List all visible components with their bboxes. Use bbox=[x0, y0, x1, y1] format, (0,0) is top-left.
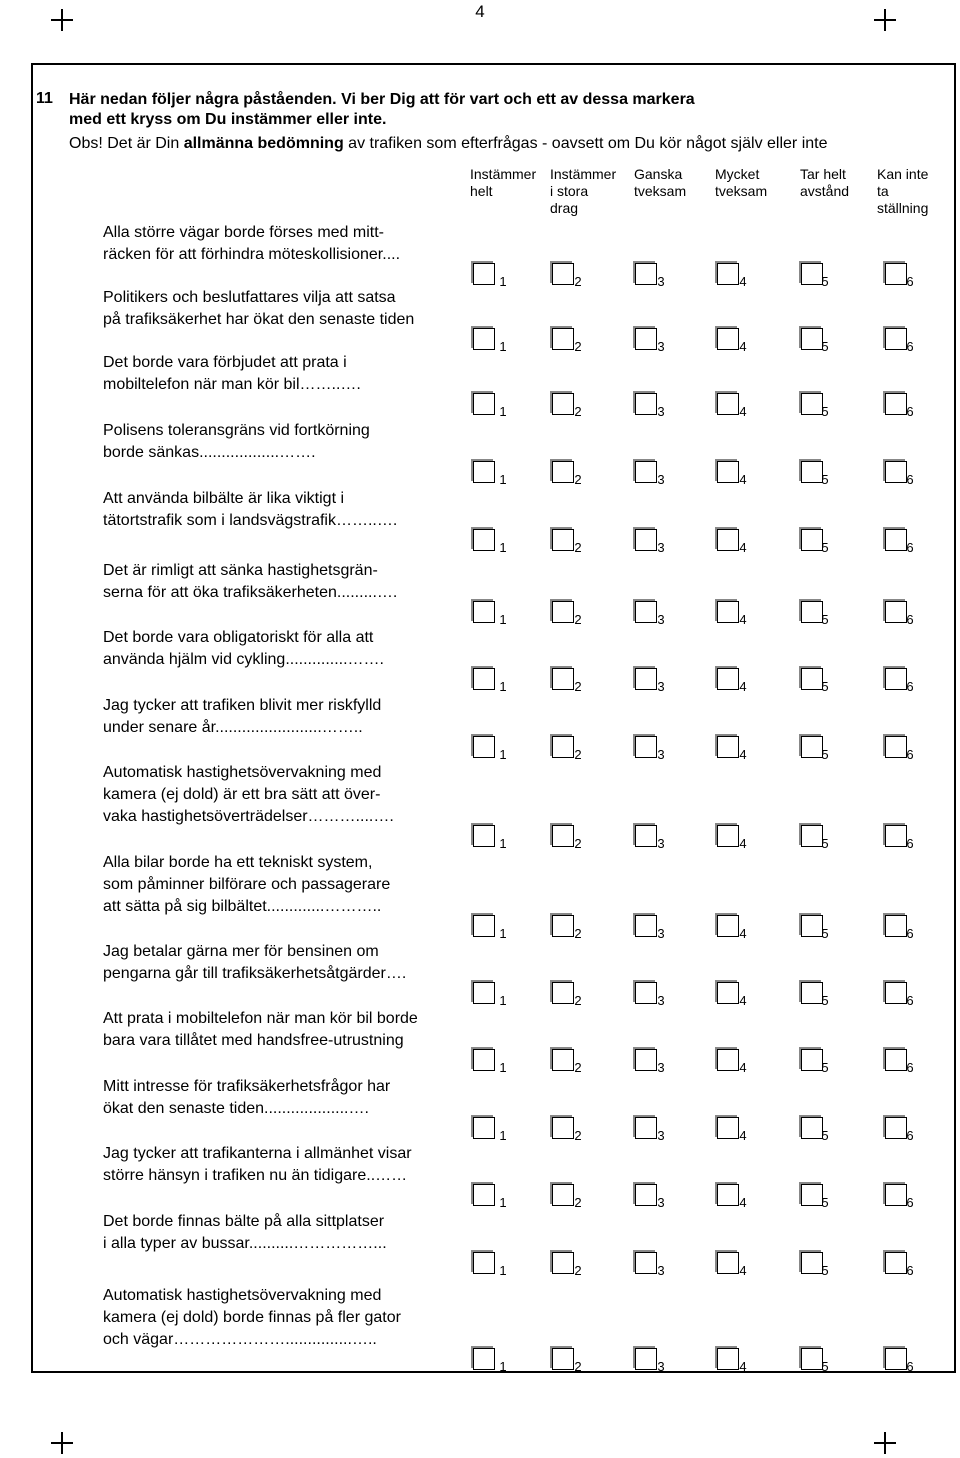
option-number: 2 bbox=[574, 612, 582, 627]
checkbox-statement-2-option-3[interactable] bbox=[635, 328, 657, 350]
option-number: 3 bbox=[657, 404, 665, 419]
statement-line: Jag betalar gärna mer för bensinen om bbox=[103, 943, 379, 960]
checkbox-statement-8-option-3[interactable] bbox=[635, 736, 657, 758]
statement-13 bbox=[103, 1076, 471, 1120]
statement-line: i alla typer av bussar..........……………... bbox=[103, 1235, 387, 1252]
statement-line: Att använda bilbälte är lika viktigt i bbox=[103, 490, 345, 507]
option-number: 4 bbox=[739, 339, 747, 354]
option-number: 3 bbox=[657, 1060, 665, 1075]
option-number: 6 bbox=[906, 1128, 914, 1143]
checkbox-statement-6-option-3[interactable] bbox=[635, 601, 657, 623]
option-number: 5 bbox=[821, 747, 829, 762]
checkbox-statement-3-option-3[interactable] bbox=[635, 393, 657, 415]
checkbox-statement-5-option-1[interactable] bbox=[473, 529, 495, 551]
intro-line-3-prefix: Obs! Det är Din bbox=[69, 135, 184, 152]
checkbox-statement-1-option-2[interactable] bbox=[552, 263, 574, 285]
option-number: 6 bbox=[906, 1060, 914, 1075]
statement-line: Det är rimligt att sänka hastighetsgrän- bbox=[103, 562, 378, 579]
option-number: 5 bbox=[821, 274, 829, 289]
intro-line-3-suffix: av trafiken som efterfrågas - oavsett om Du kör något själv eller inte bbox=[343, 135, 828, 152]
option-number: 4 bbox=[739, 1195, 747, 1210]
option-number: 2 bbox=[574, 339, 582, 354]
checkbox-statement-14-option-2[interactable] bbox=[552, 1184, 574, 1206]
checkbox-statement-15-option-4[interactable] bbox=[717, 1252, 739, 1274]
option-number: 2 bbox=[574, 836, 582, 851]
statement-line: Politikers och beslutfattares vilja att satsa bbox=[103, 289, 396, 306]
checkbox-statement-7-option-2[interactable] bbox=[552, 668, 574, 690]
statement-7 bbox=[103, 627, 471, 671]
option-number: 4 bbox=[739, 1060, 747, 1075]
statement-15 bbox=[103, 1211, 471, 1255]
statement-line: ökat den senaste tiden...................…. bbox=[103, 1100, 369, 1117]
option-number: 6 bbox=[906, 1359, 914, 1374]
option-number: 1 bbox=[499, 679, 507, 694]
checkbox-statement-16-option-2[interactable] bbox=[552, 1348, 574, 1370]
statement-2 bbox=[103, 287, 471, 331]
option-number: 6 bbox=[906, 540, 914, 555]
checkbox-statement-6-option-4[interactable] bbox=[717, 601, 739, 623]
checkbox-statement-16-option-3[interactable] bbox=[635, 1348, 657, 1370]
statement-3 bbox=[103, 352, 471, 396]
scale-header-2 bbox=[550, 166, 616, 217]
checkbox-statement-14-option-4[interactable] bbox=[717, 1184, 739, 1206]
statement-11 bbox=[103, 941, 471, 985]
checkbox-statement-3-option-1[interactable] bbox=[473, 393, 495, 415]
checkbox-statement-6-option-1[interactable] bbox=[473, 601, 495, 623]
statement-6 bbox=[103, 560, 471, 604]
option-number: 1 bbox=[499, 274, 507, 289]
option-number: 4 bbox=[739, 926, 747, 941]
scale-header-5 bbox=[800, 166, 849, 200]
checkbox-statement-7-option-1[interactable] bbox=[473, 668, 495, 690]
option-number: 6 bbox=[906, 926, 914, 941]
scale-header-3 bbox=[634, 166, 686, 200]
option-number: 1 bbox=[499, 1359, 507, 1374]
scale-header-line: ta bbox=[877, 183, 889, 199]
option-number: 3 bbox=[657, 679, 665, 694]
checkbox-statement-1-option-4[interactable] bbox=[717, 263, 739, 285]
checkbox-statement-2-option-4[interactable] bbox=[717, 328, 739, 350]
option-number: 5 bbox=[821, 472, 829, 487]
option-number: 1 bbox=[499, 1128, 507, 1143]
checkbox-statement-8-option-1[interactable] bbox=[473, 736, 495, 758]
statement-line: som påminner bilförare och passagerare bbox=[103, 876, 391, 893]
statement-1 bbox=[103, 222, 471, 266]
statement-line: bara vara tillåtet med handsfree-utrustning bbox=[103, 1032, 404, 1049]
statement-line: Jag tycker att trafiken blivit mer riskfylld bbox=[103, 697, 382, 714]
option-number: 3 bbox=[657, 926, 665, 941]
registration-mark-bottom-left bbox=[51, 1432, 73, 1454]
checkbox-statement-4-option-2[interactable] bbox=[552, 461, 574, 483]
statement-line: serna för att öka trafiksäkerheten.........…. bbox=[103, 584, 398, 601]
option-number: 2 bbox=[574, 679, 582, 694]
option-number: 4 bbox=[739, 1359, 747, 1374]
option-number: 5 bbox=[821, 339, 829, 354]
option-number: 1 bbox=[499, 993, 507, 1008]
option-number: 4 bbox=[739, 1128, 747, 1143]
statement-line: Det borde finnas bälte på alla sittplatser bbox=[103, 1213, 385, 1230]
statement-line: att sätta på sig bilbältet.............……….. bbox=[103, 898, 382, 915]
option-number: 3 bbox=[657, 472, 665, 487]
checkbox-statement-11-option-2[interactable] bbox=[552, 982, 574, 1004]
checkbox-statement-12-option-3[interactable] bbox=[635, 1049, 657, 1071]
checkbox-statement-9-option-4[interactable] bbox=[717, 825, 739, 847]
statement-line: Det borde vara förbjudet att prata i bbox=[103, 354, 347, 371]
scale-header-line: Ganska bbox=[634, 166, 683, 182]
option-number: 5 bbox=[821, 1128, 829, 1143]
scale-header-line: Kan inte bbox=[877, 166, 929, 182]
checkbox-statement-11-option-3[interactable] bbox=[635, 982, 657, 1004]
statement-line: Jag tycker att trafikanterna i allmänhet visar bbox=[103, 1145, 412, 1162]
option-number: 6 bbox=[906, 679, 914, 694]
checkbox-statement-16-option-1[interactable] bbox=[473, 1348, 495, 1370]
statement-line: räcken för att förhindra möteskollisioner.... bbox=[103, 246, 401, 263]
registration-mark-bottom-right bbox=[874, 1432, 896, 1454]
option-number: 6 bbox=[906, 274, 914, 289]
option-number: 4 bbox=[739, 274, 747, 289]
option-number: 1 bbox=[499, 612, 507, 627]
checkbox-statement-6-option-2[interactable] bbox=[552, 601, 574, 623]
scale-header-line: Instämmer bbox=[470, 166, 537, 182]
option-number: 1 bbox=[499, 1263, 507, 1278]
scale-header-line: tveksam bbox=[634, 183, 687, 199]
checkbox-statement-9-option-3[interactable] bbox=[635, 825, 657, 847]
checkbox-statement-11-option-1[interactable] bbox=[473, 982, 495, 1004]
statement-line: kamera (ej dold) borde finnas på fler gator bbox=[103, 1309, 401, 1326]
option-number: 3 bbox=[657, 1359, 665, 1374]
checkbox-statement-11-option-4[interactable] bbox=[717, 982, 739, 1004]
option-number: 1 bbox=[499, 339, 507, 354]
option-number: 5 bbox=[821, 679, 829, 694]
checkbox-statement-1-option-1[interactable] bbox=[473, 263, 495, 285]
checkbox-statement-10-option-4[interactable] bbox=[717, 915, 739, 937]
checkbox-statement-2-option-1[interactable] bbox=[473, 328, 495, 350]
statement-line: pengarna går till trafiksäkerhetsåtgärder…. bbox=[103, 965, 407, 982]
statement-5 bbox=[103, 488, 471, 532]
option-number: 4 bbox=[739, 993, 747, 1008]
option-number: 4 bbox=[739, 404, 747, 419]
checkbox-statement-12-option-4[interactable] bbox=[717, 1049, 739, 1071]
option-number: 2 bbox=[574, 1060, 582, 1075]
checkbox-statement-12-option-1[interactable] bbox=[473, 1049, 495, 1071]
checkbox-statement-2-option-2[interactable] bbox=[552, 328, 574, 350]
statement-line: Automatisk hastighetsövervakning med bbox=[103, 1287, 382, 1304]
checkbox-statement-13-option-4[interactable] bbox=[717, 1117, 739, 1139]
checkbox-statement-13-option-2[interactable] bbox=[552, 1117, 574, 1139]
statement-4 bbox=[103, 420, 471, 464]
option-number: 6 bbox=[906, 1263, 914, 1278]
statement-line: borde sänkas..................……. bbox=[103, 444, 316, 461]
checkbox-statement-4-option-3[interactable] bbox=[635, 461, 657, 483]
checkbox-statement-9-option-2[interactable] bbox=[552, 825, 574, 847]
option-number: 4 bbox=[739, 472, 747, 487]
statement-16 bbox=[103, 1285, 471, 1351]
question-number: 11 bbox=[36, 90, 53, 107]
option-number: 3 bbox=[657, 1128, 665, 1143]
registration-mark-top-right bbox=[874, 9, 896, 31]
checkbox-statement-10-option-1[interactable] bbox=[473, 915, 495, 937]
scale-header-line: drag bbox=[550, 200, 579, 216]
checkbox-statement-8-option-2[interactable] bbox=[552, 736, 574, 758]
option-number: 5 bbox=[821, 993, 829, 1008]
scale-header-line: helt bbox=[470, 183, 493, 199]
statement-14 bbox=[103, 1143, 471, 1187]
registration-mark-top-left bbox=[51, 9, 73, 31]
scale-header-line: Tar helt bbox=[800, 166, 846, 182]
option-number: 4 bbox=[739, 1263, 747, 1278]
option-number: 4 bbox=[739, 836, 747, 851]
statement-line: under senare år........................…….. bbox=[103, 719, 363, 736]
option-number: 5 bbox=[821, 1195, 829, 1210]
checkbox-statement-4-option-4[interactable] bbox=[717, 461, 739, 483]
statement-line: kamera (ej dold) är ett bra sätt att över- bbox=[103, 786, 381, 803]
checkbox-statement-9-option-1[interactable] bbox=[473, 825, 495, 847]
checkbox-statement-14-option-3[interactable] bbox=[635, 1184, 657, 1206]
statement-line: Mitt intresse för trafiksäkerhetsfrågor har bbox=[103, 1078, 391, 1095]
statement-line: Alla bilar borde ha ett tekniskt system, bbox=[103, 854, 373, 871]
checkbox-statement-5-option-3[interactable] bbox=[635, 529, 657, 551]
option-number: 3 bbox=[657, 612, 665, 627]
option-number: 5 bbox=[821, 404, 829, 419]
option-number: 2 bbox=[574, 1128, 582, 1143]
checkbox-statement-15-option-3[interactable] bbox=[635, 1252, 657, 1274]
option-number: 1 bbox=[499, 1195, 507, 1210]
option-number: 4 bbox=[739, 612, 747, 627]
checkbox-statement-7-option-3[interactable] bbox=[635, 668, 657, 690]
option-number: 1 bbox=[499, 747, 507, 762]
checkbox-statement-3-option-4[interactable] bbox=[717, 393, 739, 415]
option-number: 5 bbox=[821, 926, 829, 941]
checkbox-statement-5-option-4[interactable] bbox=[717, 529, 739, 551]
statement-line: vaka hastighetsöverträdelser………....…. bbox=[103, 808, 394, 825]
page-number: 4 bbox=[475, 2, 485, 21]
option-number: 6 bbox=[906, 612, 914, 627]
option-number: 2 bbox=[574, 1359, 582, 1374]
statement-line: Polisens toleransgräns vid fortkörning bbox=[103, 422, 370, 439]
statement-line: och vägar…………………...............….. bbox=[103, 1331, 377, 1348]
checkbox-statement-15-option-2[interactable] bbox=[552, 1252, 574, 1274]
checkbox-statement-12-option-2[interactable] bbox=[552, 1049, 574, 1071]
option-number: 2 bbox=[574, 472, 582, 487]
option-number: 4 bbox=[739, 540, 747, 555]
option-number: 6 bbox=[906, 339, 914, 354]
option-number: 5 bbox=[821, 1263, 829, 1278]
option-number: 2 bbox=[574, 1263, 582, 1278]
checkbox-statement-5-option-2[interactable] bbox=[552, 529, 574, 551]
option-number: 5 bbox=[821, 1060, 829, 1075]
option-number: 3 bbox=[657, 540, 665, 555]
option-number: 1 bbox=[499, 404, 507, 419]
statement-line: Alla större vägar borde förses med mitt- bbox=[103, 224, 384, 241]
option-number: 2 bbox=[574, 747, 582, 762]
option-number: 6 bbox=[906, 404, 914, 419]
statement-line: Att prata i mobiltelefon när man kör bil borde bbox=[103, 1010, 418, 1027]
statement-10 bbox=[103, 852, 471, 918]
scale-header-1 bbox=[470, 166, 536, 200]
scale-header-line: ställning bbox=[877, 200, 929, 216]
option-number: 3 bbox=[657, 747, 665, 762]
checkbox-statement-8-option-4[interactable] bbox=[717, 736, 739, 758]
intro-line-2: med ett kryss om Du instämmer eller inte. bbox=[69, 111, 387, 128]
option-number: 5 bbox=[821, 836, 829, 851]
checkbox-statement-3-option-2[interactable] bbox=[552, 393, 574, 415]
option-number: 2 bbox=[574, 1195, 582, 1210]
checkbox-statement-13-option-1[interactable] bbox=[473, 1117, 495, 1139]
checkbox-statement-7-option-4[interactable] bbox=[717, 668, 739, 690]
checkbox-statement-10-option-3[interactable] bbox=[635, 915, 657, 937]
option-number: 2 bbox=[574, 926, 582, 941]
scale-header-line: avstånd bbox=[800, 183, 850, 199]
option-number: 3 bbox=[657, 274, 665, 289]
statement-8 bbox=[103, 695, 471, 739]
statement-12 bbox=[103, 1008, 471, 1052]
option-number: 5 bbox=[821, 1359, 829, 1374]
statement-line: mobiltelefon när man kör bil……..…. bbox=[103, 376, 361, 393]
option-number: 1 bbox=[499, 540, 507, 555]
option-number: 1 bbox=[499, 926, 507, 941]
scale-header-line: i stora bbox=[550, 183, 589, 199]
option-number: 3 bbox=[657, 836, 665, 851]
option-number: 1 bbox=[499, 1060, 507, 1075]
scale-header-6 bbox=[877, 166, 928, 217]
scale-header-line: Instämmer bbox=[550, 166, 617, 182]
checkbox-statement-13-option-3[interactable] bbox=[635, 1117, 657, 1139]
option-number: 3 bbox=[657, 339, 665, 354]
option-number: 6 bbox=[906, 747, 914, 762]
option-number: 6 bbox=[906, 836, 914, 851]
statement-line: Det borde vara obligatoriskt för alla att bbox=[103, 629, 374, 646]
statement-line: tätortstrafik som i landsvägstrafik……..…. bbox=[103, 512, 398, 529]
checkbox-statement-15-option-1[interactable] bbox=[473, 1252, 495, 1274]
checkbox-statement-1-option-3[interactable] bbox=[635, 263, 657, 285]
statement-line: större hänsyn i trafiken nu än tidigare..…… bbox=[103, 1167, 408, 1184]
option-number: 1 bbox=[499, 836, 507, 851]
checkbox-statement-10-option-2[interactable] bbox=[552, 915, 574, 937]
intro-line-1: Här nedan följer några påståenden. Vi ber Dig att för vart och ett av dessa markera bbox=[69, 91, 695, 108]
option-number: 1 bbox=[499, 472, 507, 487]
option-number: 5 bbox=[821, 540, 829, 555]
option-number: 2 bbox=[574, 540, 582, 555]
statement-line: använda hjälm vid cykling..............……. bbox=[103, 651, 384, 668]
option-number: 6 bbox=[906, 993, 914, 1008]
statement-line: Automatisk hastighetsövervakning med bbox=[103, 764, 382, 781]
option-number: 5 bbox=[821, 612, 829, 627]
option-number: 6 bbox=[906, 472, 914, 487]
option-number: 3 bbox=[657, 1263, 665, 1278]
option-number: 3 bbox=[657, 1195, 665, 1210]
scale-header-4 bbox=[715, 166, 767, 200]
statement-line: på trafiksäkerhet har ökat den senaste tiden bbox=[103, 311, 415, 328]
option-number: 2 bbox=[574, 274, 582, 289]
option-number: 6 bbox=[906, 1195, 914, 1210]
option-number: 2 bbox=[574, 993, 582, 1008]
scale-header-line: Mycket bbox=[715, 166, 760, 182]
option-number: 4 bbox=[739, 747, 747, 762]
checkbox-statement-4-option-1[interactable] bbox=[473, 461, 495, 483]
intro-line-3-emphasis: allmänna bedömning bbox=[183, 135, 344, 152]
scale-header-line: tveksam bbox=[715, 183, 768, 199]
option-number: 4 bbox=[739, 679, 747, 694]
intro-line-3 bbox=[69, 134, 827, 154]
checkbox-statement-14-option-1[interactable] bbox=[473, 1184, 495, 1206]
option-number: 2 bbox=[574, 404, 582, 419]
option-number: 3 bbox=[657, 993, 665, 1008]
checkbox-statement-16-option-4[interactable] bbox=[717, 1348, 739, 1370]
statement-9 bbox=[103, 762, 471, 828]
